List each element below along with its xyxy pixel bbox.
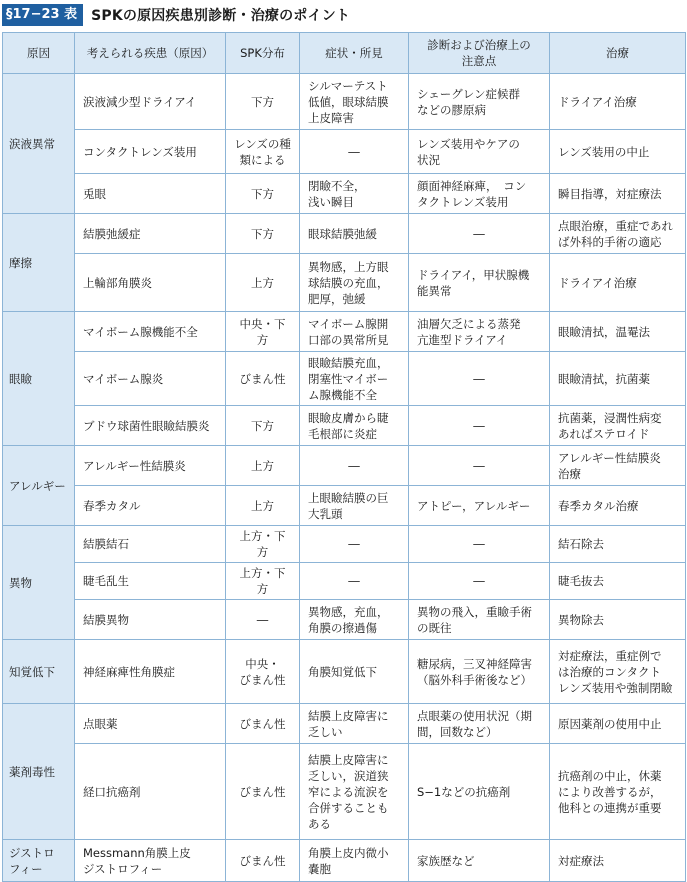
distribution-cell: ― bbox=[226, 600, 300, 640]
diagnosis-cell: 油層欠乏による蒸発 亢進型ドライアイ bbox=[409, 312, 550, 352]
symptom-cell: 異物感，上方眼 球結膜の充血， 肥厚，弛緩 bbox=[300, 254, 409, 312]
distribution-cell: 上方 bbox=[226, 446, 300, 486]
treatment-cell: 睫毛抜去 bbox=[550, 563, 686, 600]
disease-cell: 結膜異物 bbox=[75, 600, 226, 640]
table-row bbox=[3, 526, 686, 563]
disease-cell: コンタクトレンズ装用 bbox=[75, 130, 226, 174]
table-row bbox=[3, 130, 686, 174]
disease-cell: 点眼薬 bbox=[75, 704, 226, 744]
distribution-cell: 上方 bbox=[226, 486, 300, 526]
cause-cell: 薬剤毒性 bbox=[3, 704, 75, 840]
diagnosis-cell: ― bbox=[409, 352, 550, 406]
table-title-bar bbox=[0, 0, 687, 30]
symptom-cell: 眼球結膜弛緩 bbox=[300, 214, 409, 254]
cause-cell: アレルギー bbox=[3, 446, 75, 526]
symptom-cell: ― bbox=[300, 446, 409, 486]
table-row bbox=[3, 446, 686, 486]
distribution-cell: 上方・下方 bbox=[226, 563, 300, 600]
disease-cell: 結膜結石 bbox=[75, 526, 226, 563]
symptom-cell: 角膜上皮内微小 嚢胞 bbox=[300, 840, 409, 882]
treatment-cell: レンズ装用の中止 bbox=[550, 130, 686, 174]
symptom-cell: ― bbox=[300, 526, 409, 563]
symptom-cell: 異物感，充血， 角膜の擦過傷 bbox=[300, 600, 409, 640]
col-header-diagnosis: 診断および治療上の 注意点 bbox=[409, 33, 550, 74]
symptom-cell: ― bbox=[300, 563, 409, 600]
disease-cell: マイボーム腺炎 bbox=[75, 352, 226, 406]
table-row bbox=[3, 563, 686, 600]
disease-cell: 上輪部角膜炎 bbox=[75, 254, 226, 312]
disease-cell: ブドウ球菌性眼瞼結膜炎 bbox=[75, 406, 226, 446]
distribution-cell: 中央・ びまん性 bbox=[226, 640, 300, 704]
table-number-tag: §17−23 表 bbox=[2, 4, 83, 26]
table-row bbox=[3, 840, 686, 882]
treatment-cell: 点眼治療，重症であれ ば外科的手術の適応 bbox=[550, 214, 686, 254]
symptom-cell: ― bbox=[300, 130, 409, 174]
table-row bbox=[3, 214, 686, 254]
disease-cell: 涙液減少型ドライアイ bbox=[75, 74, 226, 130]
spk-table bbox=[2, 32, 686, 882]
symptom-cell: 上眼瞼結膜の巨 大乳頭 bbox=[300, 486, 409, 526]
table-row bbox=[3, 704, 686, 744]
symptom-cell: 結膜上皮障害に 乏しい bbox=[300, 704, 409, 744]
treatment-cell: 眼瞼清拭，抗菌薬 bbox=[550, 352, 686, 406]
disease-cell: 兎眼 bbox=[75, 174, 226, 214]
symptom-cell: 結膜上皮障害に 乏しい，涙道狭 窄による流涙を 合併することも ある bbox=[300, 744, 409, 840]
symptom-cell: 角膜知覚低下 bbox=[300, 640, 409, 704]
disease-cell: 睫毛乱生 bbox=[75, 563, 226, 600]
disease-cell: 結膜弛緩症 bbox=[75, 214, 226, 254]
diagnosis-cell: ― bbox=[409, 446, 550, 486]
distribution-cell: びまん性 bbox=[226, 840, 300, 882]
table-row bbox=[3, 600, 686, 640]
table-row bbox=[3, 352, 686, 406]
diagnosis-cell: ― bbox=[409, 214, 550, 254]
diagnosis-cell: 異物の飛入，重瞼手術 の既往 bbox=[409, 600, 550, 640]
diagnosis-cell: ドライアイ，甲状腺機 能異常 bbox=[409, 254, 550, 312]
diagnosis-cell: ― bbox=[409, 526, 550, 563]
treatment-cell: 対症療法，重症例で は治療的コンタクト レンズ装用や強制閉瞼 bbox=[550, 640, 686, 704]
treatment-cell: ドライアイ治療 bbox=[550, 254, 686, 312]
cause-cell: 摩擦 bbox=[3, 214, 75, 312]
col-header-distribution: SPK分布 bbox=[226, 33, 300, 74]
diagnosis-cell: アトピー，アレルギー bbox=[409, 486, 550, 526]
treatment-cell: 眼瞼清拭，温罨法 bbox=[550, 312, 686, 352]
table-row bbox=[3, 486, 686, 526]
table-row bbox=[3, 744, 686, 840]
table-row bbox=[3, 640, 686, 704]
table-body bbox=[3, 74, 686, 882]
cause-cell: 涙液異常 bbox=[3, 74, 75, 214]
table-row bbox=[3, 312, 686, 352]
treatment-cell: 抗菌薬，浸潤性病変 あればステロイド bbox=[550, 406, 686, 446]
distribution-cell: 下方 bbox=[226, 174, 300, 214]
diagnosis-cell: レンズ装用やケアの 状況 bbox=[409, 130, 550, 174]
col-header-cause: 原因 bbox=[3, 33, 75, 74]
treatment-cell: 異物除去 bbox=[550, 600, 686, 640]
diagnosis-cell: 家族歴など bbox=[409, 840, 550, 882]
distribution-cell: 下方 bbox=[226, 406, 300, 446]
treatment-cell: 対症療法 bbox=[550, 840, 686, 882]
cause-cell: 知覚低下 bbox=[3, 640, 75, 704]
cause-cell: 異物 bbox=[3, 526, 75, 640]
distribution-cell: 上方 bbox=[226, 254, 300, 312]
disease-cell: マイボーム腺機能不全 bbox=[75, 312, 226, 352]
disease-cell: 春季カタル bbox=[75, 486, 226, 526]
symptom-cell: 閉瞼不全， 浅い瞬目 bbox=[300, 174, 409, 214]
disease-cell: 経口抗癌剤 bbox=[75, 744, 226, 840]
treatment-cell: ドライアイ治療 bbox=[550, 74, 686, 130]
diagnosis-cell: S−1などの抗癌剤 bbox=[409, 744, 550, 840]
treatment-cell: 結石除去 bbox=[550, 526, 686, 563]
treatment-cell: アレルギー性結膜炎 治療 bbox=[550, 446, 686, 486]
cause-cell: 眼瞼 bbox=[3, 312, 75, 446]
distribution-cell: レンズの種 類による bbox=[226, 130, 300, 174]
distribution-cell: 上方・下方 bbox=[226, 526, 300, 563]
col-header-symptom: 症状・所見 bbox=[300, 33, 409, 74]
distribution-cell: 下方 bbox=[226, 74, 300, 130]
disease-cell: Messmann角膜上皮 ジストロフィー bbox=[75, 840, 226, 882]
symptom-cell: マイボーム腺開 口部の異常所見 bbox=[300, 312, 409, 352]
diagnosis-cell: ― bbox=[409, 563, 550, 600]
table-row bbox=[3, 406, 686, 446]
cause-cell: ジストロ フィー bbox=[3, 840, 75, 882]
table-row bbox=[3, 254, 686, 312]
col-header-disease: 考えられる疾患（原因） bbox=[75, 33, 226, 74]
header-row bbox=[3, 33, 686, 74]
symptom-cell: 眼瞼皮膚から睫 毛根部に炎症 bbox=[300, 406, 409, 446]
distribution-cell: びまん性 bbox=[226, 744, 300, 840]
col-header-treatment: 治療 bbox=[550, 33, 686, 74]
table-title: SPKの原因疾患別診断・治療のポイント bbox=[91, 8, 351, 24]
diagnosis-cell: 点眼薬の使用状況（期 間，回数など） bbox=[409, 704, 550, 744]
disease-cell: アレルギー性結膜炎 bbox=[75, 446, 226, 486]
distribution-cell: 下方 bbox=[226, 214, 300, 254]
table-row bbox=[3, 174, 686, 214]
distribution-cell: びまん性 bbox=[226, 352, 300, 406]
treatment-cell: 瞬目指導，対症療法 bbox=[550, 174, 686, 214]
diagnosis-cell: シェーグレン症候群 などの膠原病 bbox=[409, 74, 550, 130]
treatment-cell: 抗癌剤の中止，休薬 により改善するが， 他科との連携が重要 bbox=[550, 744, 686, 840]
diagnosis-cell: 糖尿病，三叉神経障害 （脳外科手術後など） bbox=[409, 640, 550, 704]
distribution-cell: 中央・下方 bbox=[226, 312, 300, 352]
diagnosis-cell: 顔面神経麻痺， コン タクトレンズ装用 bbox=[409, 174, 550, 214]
treatment-cell: 原因薬剤の使用中止 bbox=[550, 704, 686, 744]
table-row bbox=[3, 74, 686, 130]
distribution-cell: びまん性 bbox=[226, 704, 300, 744]
symptom-cell: シルマーテスト 低値，眼球結膜 上皮障害 bbox=[300, 74, 409, 130]
treatment-cell: 春季カタル治療 bbox=[550, 486, 686, 526]
symptom-cell: 眼瞼結膜充血， 閉塞性マイボー ム腺機能不全 bbox=[300, 352, 409, 406]
disease-cell: 神経麻痺性角膜症 bbox=[75, 640, 226, 704]
diagnosis-cell: ― bbox=[409, 406, 550, 446]
